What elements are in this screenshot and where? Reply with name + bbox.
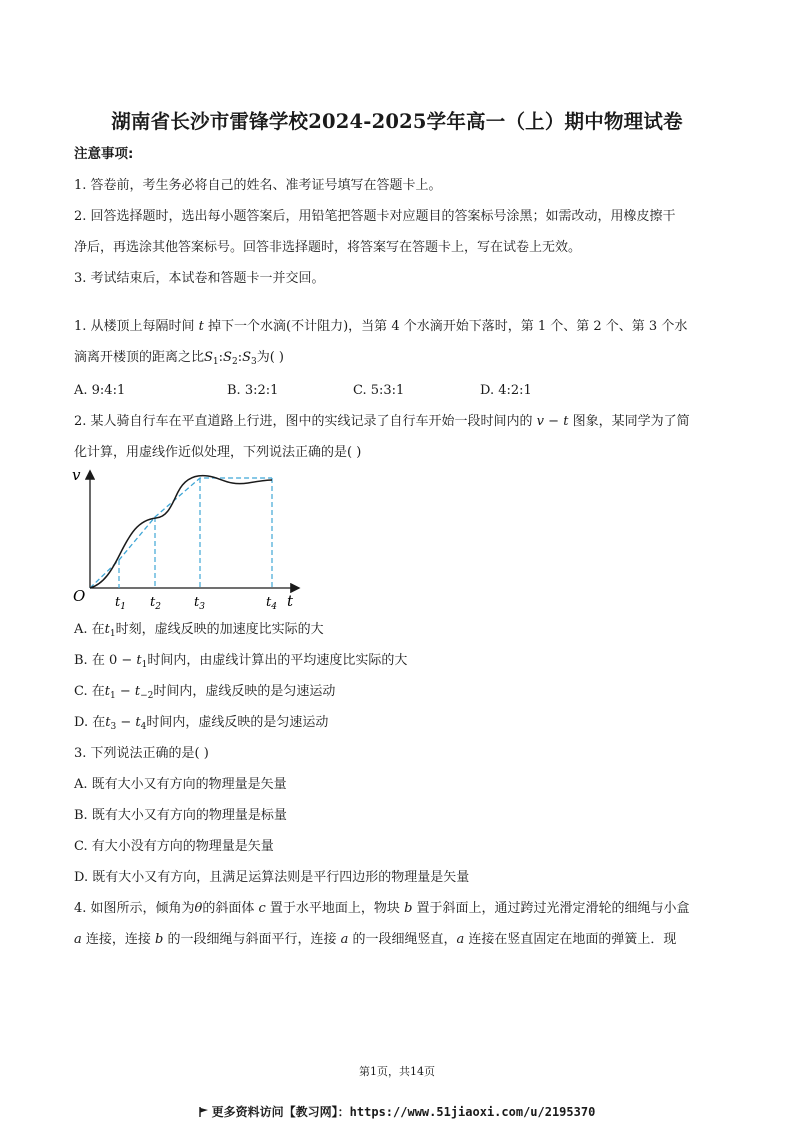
tick-label-t3: $t_3$ bbox=[194, 595, 205, 612]
notice-item: 1. 答卷前，考生务必将自己的姓名、准考证号填写在答题卡上。 bbox=[74, 178, 442, 193]
footer-text: 更多资料访问【教习网】：https://www.51jiaoxi.com/u/2195370 bbox=[211, 1105, 596, 1119]
q4-stem-line1: 4. 如图所示，倾角为θ的斜面体 c 置于水平地面上，物块 b 置于斜面上，通过跨过光滑定滑轮的细绳与小盒 bbox=[74, 901, 690, 916]
q2-option-b: B. 在 $0 - t_1$时间内，由虚线计算出的平均速度比实际的大 bbox=[74, 653, 408, 670]
q2-stem-line2: 化计算，用虚线作近似处理，下列说法正确的是( ) bbox=[74, 445, 362, 460]
q1-option-c: C. 5:3:1 bbox=[353, 383, 405, 398]
origin-label: O bbox=[73, 587, 86, 605]
q4-stem-line2: a 连接，连接 b 的一段细绳与斜面平行，连接 a 的一段细绳竖直，a 连接在竖直固定在地面的弹簧上．现 bbox=[74, 932, 677, 947]
q3-option-a: A. 既有大小又有方向的物理量是矢量 bbox=[74, 777, 287, 792]
x-axis-label: t bbox=[287, 592, 294, 610]
flag-icon bbox=[199, 1107, 209, 1117]
notice-item: 净后，再选涂其他答案标号。回答非选择题时，将答案写在答题卡上，写在试卷上无效。 bbox=[74, 240, 582, 255]
q1-stem-line2: 滴离开楼顶的距离之比$S_1:S_2:S_3$为( ) bbox=[74, 350, 284, 367]
tick-label-t4: $t_4$ bbox=[266, 595, 277, 612]
q1-option-d: D. 4:2:1 bbox=[480, 383, 532, 398]
q1-stem-line1: 1. 从楼顶上每隔时间 t 掉下一个水滴(不计阻力)，当第 4 个水滴开始下落时，第 1 个、第 2 个、第 3 个水 bbox=[74, 319, 688, 334]
q3-option-c: C. 有大小没有方向的物理量是矢量 bbox=[74, 839, 274, 854]
vt-graph bbox=[60, 462, 310, 614]
notice-item: 2. 回答选择题时，选出每小题答案后，用铅笔把答题卡对应题目的答案标号涂黑；如需改动，用橡皮擦干 bbox=[74, 209, 676, 224]
page-title: 湖南省长沙市雷锋学校2024-2025学年高一（上）期中物理试卷 bbox=[111, 110, 683, 133]
page-number: 第1页，共14页 bbox=[359, 1065, 435, 1078]
actual-vt-curve bbox=[90, 476, 272, 588]
footer-link[interactable] bbox=[0, 1103, 794, 1120]
q3-option-d: D. 既有大小又有方向，且满足运算法则是平行四边形的物理量是矢量 bbox=[74, 870, 470, 885]
q1-option-a: A. 9:4:1 bbox=[74, 383, 126, 398]
tick-label-t1: $t_1$ bbox=[115, 595, 126, 612]
notice-heading: 注意事项: bbox=[74, 146, 134, 162]
tick-label-t2: $t_2$ bbox=[150, 595, 161, 612]
q3-stem: 3. 下列说法正确的是( ) bbox=[74, 746, 209, 761]
q1-option-b: B. 3:2:1 bbox=[227, 383, 279, 398]
q2-option-c: C. 在$t_1 - t_{-2}$时间内，虚线反映的是匀速运动 bbox=[74, 684, 336, 701]
q2-option-a: A. 在$t_1$时刻，虚线反映的加速度比实际的大 bbox=[74, 622, 324, 639]
notice-item: 3. 考试结束后，本试卷和答题卡一并交回。 bbox=[74, 271, 325, 286]
q2-stem-line1: 2. 某人骑自行车在平直道路上行进，图中的实线记录了自行车开始一段时间内的 v − t 图象，某同学为了简 bbox=[74, 414, 690, 429]
q3-option-b: B. 既有大小又有方向的物理量是标量 bbox=[74, 808, 287, 823]
q2-option-d: D. 在$t_3 - t_4$时间内，虚线反映的是匀速运动 bbox=[74, 715, 329, 732]
dashed-approximation bbox=[90, 478, 272, 588]
y-axis-label: v bbox=[72, 466, 81, 484]
